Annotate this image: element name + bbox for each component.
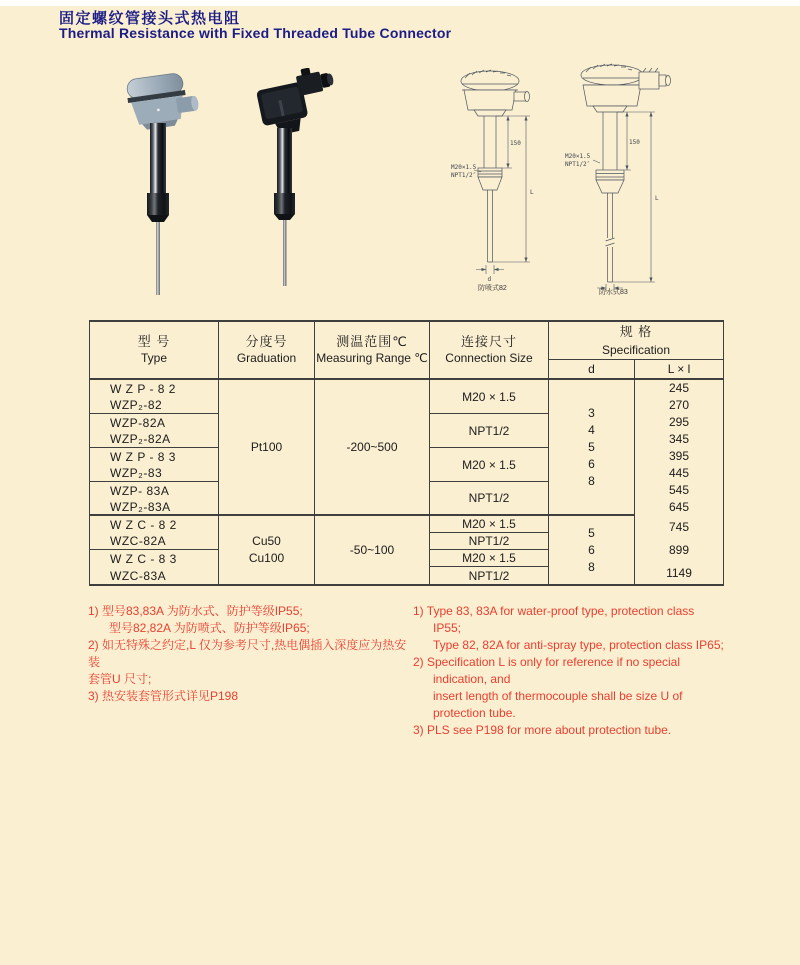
type-row: WZP-82A <box>90 414 219 431</box>
type-row: W Z C - 8 2 <box>90 516 219 533</box>
d-value: 5 <box>588 525 595 540</box>
dimension-drawing-type82 <box>450 66 562 294</box>
specification-table <box>89 320 724 586</box>
footnote-line: 3) 热安装套管形式详见P198 <box>88 689 239 703</box>
d-value: 6 <box>588 542 595 557</box>
lxl-value: 345 <box>668 432 690 446</box>
d-value: 8 <box>588 473 595 488</box>
graduation-cu100: Cu100 <box>248 551 285 565</box>
header-d: d <box>549 360 635 380</box>
lxl-value: 1149 <box>666 565 692 580</box>
dim-150-label-83: 150 <box>629 139 640 146</box>
footnotes-chinese <box>88 603 412 705</box>
type-row: WZP₂-83A <box>90 499 219 516</box>
page-title-en: Thermal Resistance with Fixed Threaded Tube Connector <box>59 25 452 41</box>
connection-size: M20 × 1.5 <box>430 380 549 414</box>
d-value: 3 <box>588 405 595 420</box>
connection-size: M20 × 1.5 <box>430 550 549 567</box>
drawing-caption-83: 防水式83 <box>599 289 628 296</box>
lxl-value: 245 <box>668 381 690 395</box>
dim-L-label-82: L <box>530 189 534 196</box>
header-range-cn: 测温范围℃ <box>336 334 408 349</box>
dimension-drawing-type83 <box>565 60 690 296</box>
graduation-pt100: Pt100 <box>219 380 315 516</box>
type-row: WZP- 83A <box>90 482 219 499</box>
product-photo-type83 <box>233 68 345 290</box>
product-photo-type82 <box>113 70 213 300</box>
lxl-value: 270 <box>668 398 690 412</box>
thread-m20-label-82: M20×1.5 <box>451 164 477 171</box>
lxl-value: 445 <box>668 466 690 480</box>
thread-m20-label-83: M20×1.5 <box>565 153 591 160</box>
connection-size: NPT1/2 <box>430 533 549 550</box>
dim-150-label-82: 150 <box>510 140 521 147</box>
connection-size: M20 × 1.5 <box>430 516 549 533</box>
lxl-values-cu <box>635 516 723 584</box>
header-graduation <box>219 322 315 380</box>
footnote-line: 3) PLS see P198 for more about protection tube. <box>413 723 672 737</box>
type-row: W Z P - 8 2 <box>90 380 219 397</box>
connection-size: NPT1/2 <box>430 414 549 448</box>
lxl-value: 295 <box>668 415 690 429</box>
graduation-cu <box>219 516 315 584</box>
type-row: W Z C - 8 3 <box>90 550 219 567</box>
header-type <box>90 322 219 380</box>
header-connection-cn: 连接尺寸 <box>460 334 517 349</box>
header-lxl: L × l <box>635 360 723 380</box>
range-pt100: -200~500 <box>315 380 430 516</box>
lxl-value: 545 <box>668 483 690 497</box>
lxl-value: 745 <box>668 520 690 535</box>
footnote-line: insert length of thermocouple shall be size U of protection tube. <box>433 689 683 720</box>
type-row: WZP₂-83 <box>90 465 219 482</box>
graduation-cu50: Cu50 <box>252 534 281 548</box>
header-connection-en: Connection Size <box>445 351 533 365</box>
footnote-line: Type 82, 82A for anti-spray type, protection class IP65; <box>433 638 724 652</box>
header-connection <box>430 322 549 380</box>
header-type-en: Type <box>140 351 167 365</box>
type-row: W Z P - 8 3 <box>90 448 219 465</box>
footnote-line: 套管U 尺寸; <box>88 672 152 686</box>
drawing-caption-82: 防喷式82 <box>478 285 507 292</box>
page-title-cn: 固定螺纹管接头式热电阻 <box>59 10 241 27</box>
connection-size: NPT1/2 <box>430 567 549 584</box>
top-strip <box>0 0 800 6</box>
d-values-cu <box>549 516 635 584</box>
header-range <box>315 322 430 380</box>
drawing-83 <box>565 60 690 296</box>
header-specification <box>549 322 723 360</box>
thread-npt-label-82: NPT1/2″ <box>451 172 477 179</box>
footnote-line: 型号82,82A 为防喷式、防护等级IP65; <box>109 621 310 635</box>
header-range-en: Measuring Range ℃ <box>316 351 428 365</box>
thermal-sensor-grey-head-image <box>113 70 213 300</box>
d-value: 5 <box>588 439 595 454</box>
header-graduation-cn: 分度号 <box>245 334 288 349</box>
footnote-line: 2) Specification L is only for reference if no special indication, and <box>413 655 681 686</box>
lxl-value: 395 <box>668 449 690 463</box>
d-value: 6 <box>588 456 595 471</box>
header-specification-en: Specification <box>601 342 671 357</box>
header-graduation-en: Graduation <box>236 351 297 365</box>
type-row: WZC-82A <box>90 533 219 550</box>
footnote-line: 2) 如无特殊之约定,L 仅为参考尺寸,热电偶插入深度应为热安装 <box>88 638 407 669</box>
d-value: 4 <box>588 422 595 437</box>
thread-npt-label-83: NPT1/2″ <box>565 161 591 168</box>
lxl-values <box>635 380 723 584</box>
dim-d-label-82: d <box>487 276 492 283</box>
header-type-cn: 型 号 <box>137 334 171 349</box>
connection-size: NPT1/2 <box>430 482 549 516</box>
lxl-value: 645 <box>668 500 690 514</box>
thermal-sensor-black-head-image <box>233 68 345 290</box>
dim-L-label-83: L <box>655 195 659 202</box>
footnotes-english <box>413 603 725 739</box>
d-values-pt <box>549 380 635 516</box>
range-cu: -50~100 <box>315 516 430 584</box>
header-specification-cn: 规 格 <box>619 323 653 339</box>
d-value: 8 <box>588 559 595 574</box>
footnote-line: 1) Type 83, 83A for water-proof type, protection class IP55; <box>413 604 695 635</box>
lxl-value: 899 <box>668 542 690 557</box>
footnote-line: 1) 型号83,83A 为防水式、防护等级IP55; <box>88 604 303 618</box>
type-row: WZC-83A <box>90 567 219 584</box>
drawing-82 <box>450 66 562 294</box>
type-row: WZP₂-82A <box>90 431 219 448</box>
type-row: WZP₂-82 <box>90 397 219 414</box>
connection-size: M20 × 1.5 <box>430 448 549 482</box>
